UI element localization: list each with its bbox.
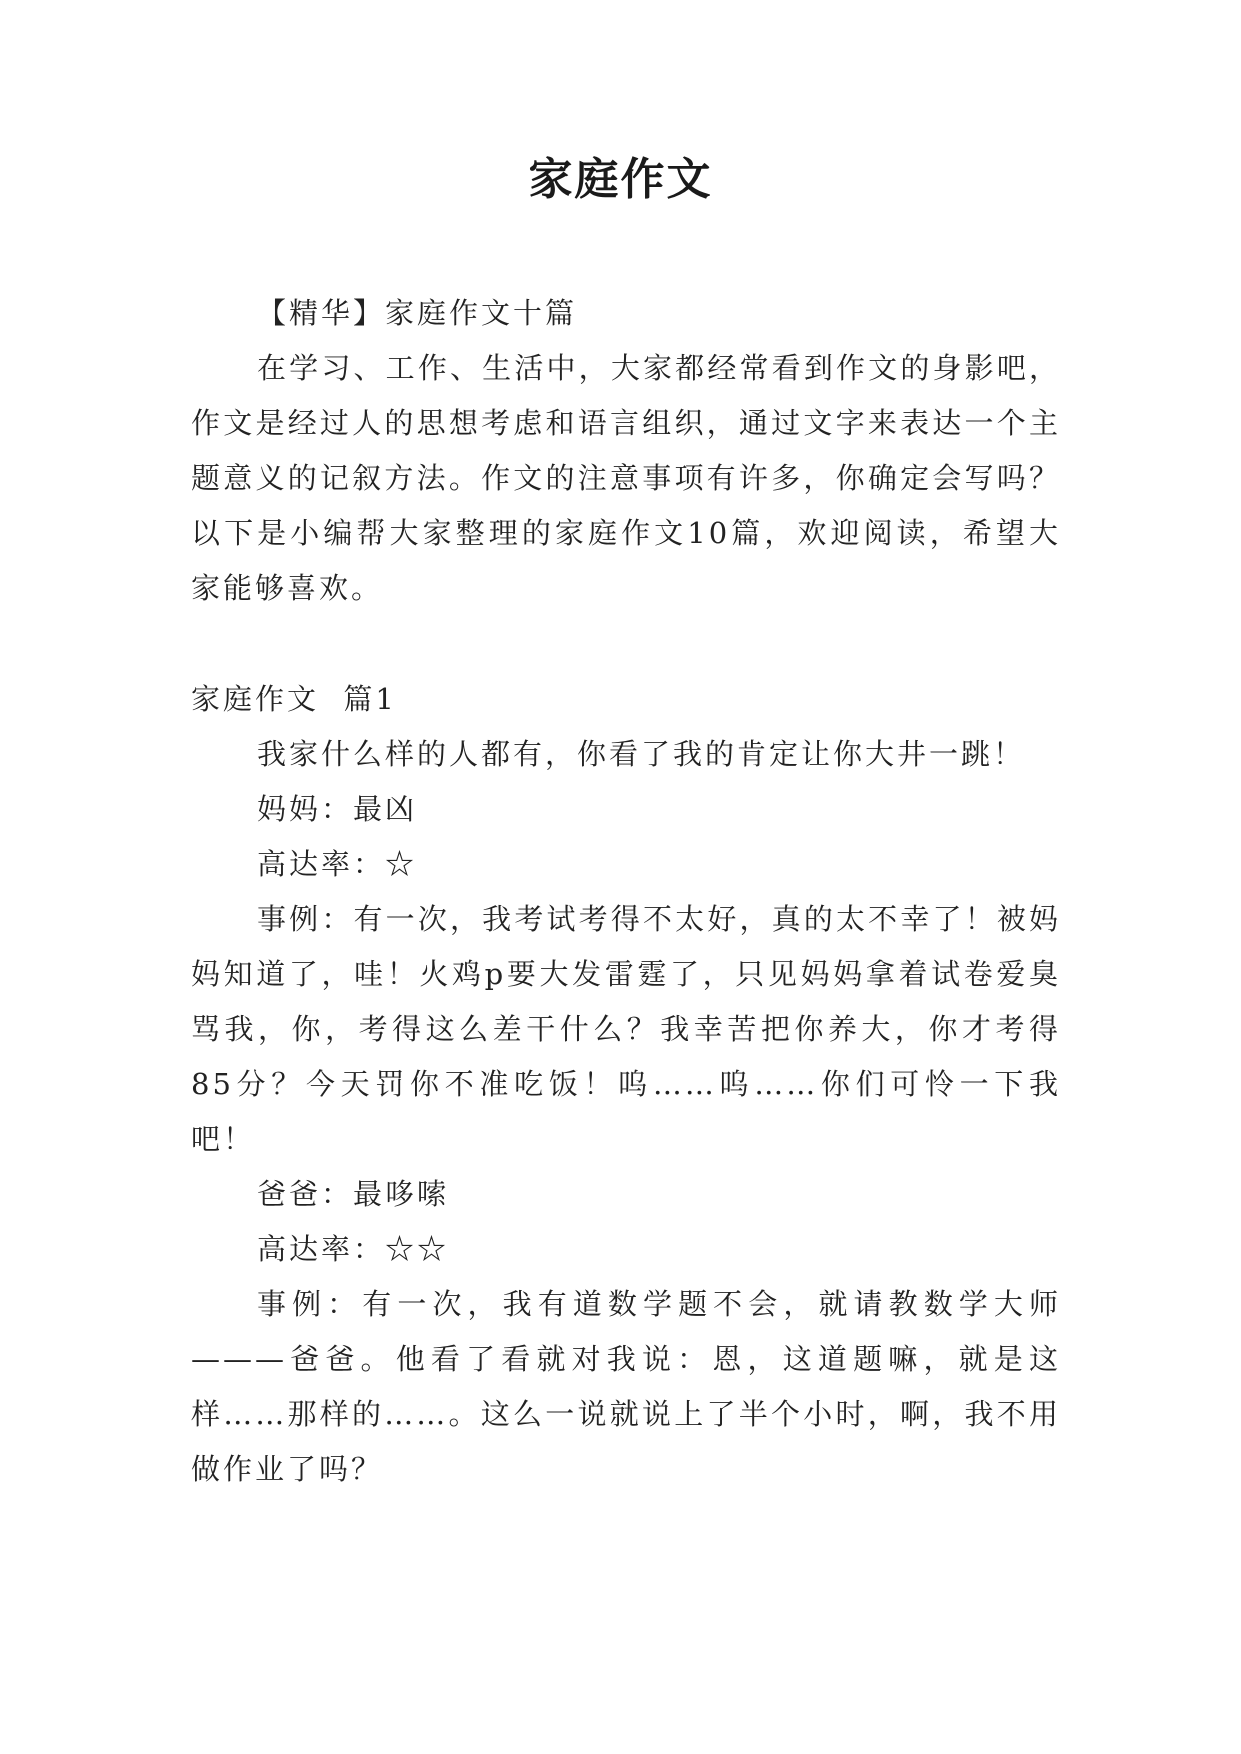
- body-paragraph: 高达率：☆: [257, 847, 418, 881]
- body-paragraph: 事例：有一次，我考试考得不太好，真的太不幸了！被妈妈知道了，哇！火鸡p要大发雷霆了，只见妈妈拿着试卷爱臭骂我，你，考得这么差干什么？我幸苦把你养大，你才考得85分？今天罚你不准吃饭！呜……呜……你们可怜一下我吧！: [191, 902, 1061, 1156]
- body-paragraph: 妈妈：最凶: [257, 792, 418, 826]
- intro-paragraph: 在学习、工作、生活中，大家都经常看到作文的身影吧，作文是经过人的思想考虑和语言组织，通过文字来表达一个主题意义的记叙方法。作文的注意事项有许多，你确定会写吗？以下是小编帮大家整理的家庭作文10篇，欢迎阅读，希望大家能够喜欢。: [191, 351, 1061, 605]
- body-paragraph: 我家什么样的人都有，你看了我的肯定让你大井一跳！: [257, 737, 1026, 771]
- body-paragraph: 爸爸：最哆嗦: [257, 1177, 450, 1211]
- document-body: [191, 286, 1061, 1497]
- body-paragraph: 高达率：☆☆: [257, 1232, 450, 1266]
- document-title: 家庭作文: [528, 154, 713, 205]
- body-paragraph: 事例：有一次，我有道数学题不会，就请教数学大师———爸爸。他看了看就对我说：恩，这道题嘛，就是这样……那样的……。这么一说就说上了半个小时，啊，我不用做作业了吗？: [191, 1287, 1061, 1486]
- section-heading: 家庭作文 篇1: [191, 682, 397, 716]
- document-subtitle: 【精华】家庭作文十篇: [257, 296, 578, 330]
